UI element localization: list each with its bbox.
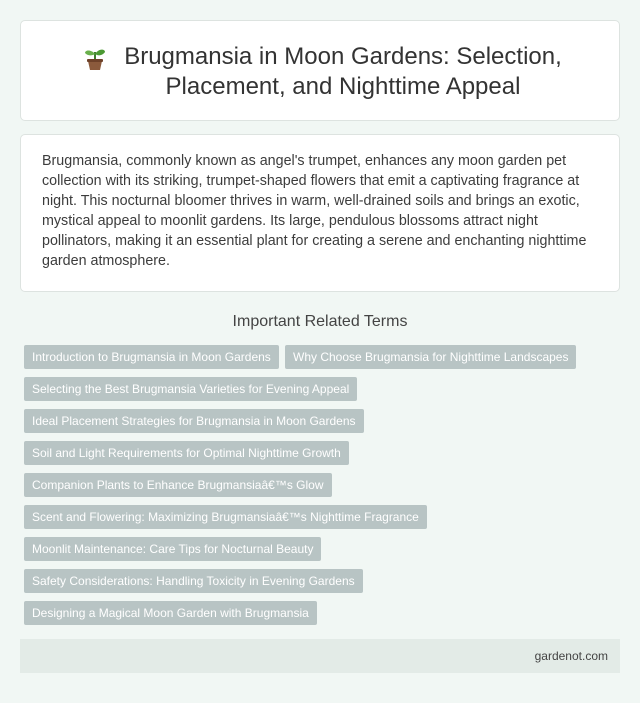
related-term-tag[interactable]: Designing a Magical Moon Garden with Brugmansia bbox=[24, 601, 317, 625]
page-title: Brugmansia in Moon Gardens: Selection, Placement, and Nighttime Appeal bbox=[124, 43, 562, 100]
footer-site-name[interactable]: gardenot.com bbox=[534, 649, 608, 663]
related-terms-heading: Important Related Terms bbox=[232, 313, 408, 330]
footer-bar bbox=[20, 639, 620, 673]
related-term-tag[interactable]: Moonlit Maintenance: Care Tips for Nocturnal Beauty bbox=[24, 537, 321, 561]
intro-paragraph: Brugmansia, commonly known as angel's trumpet, enhances any moon garden pet collection with its striking, trumpet-shaped flowers that emit a captivating fragrance at night. This nocturnal bloomer thrives in warm, well-drained soils and brings an exotic, mystical appeal to moonlit gardens. Its large, pendulous blossoms attract night pollinators, making it an essential plant for creating a serene and enchanting nighttime garden atmosphere. bbox=[42, 153, 587, 269]
related-term-tag[interactable]: Introduction to Brugmansia in Moon Gardens bbox=[24, 345, 279, 369]
related-term-tag[interactable]: Why Choose Brugmansia for Nighttime Landscapes bbox=[285, 345, 576, 369]
sprout-icon bbox=[82, 46, 108, 72]
related-term-tag[interactable]: Scent and Flowering: Maximizing Brugmansiaâ€™s Nighttime Fragrance bbox=[24, 505, 427, 529]
related-term-tag[interactable]: Safety Considerations: Handling Toxicity in Evening Gardens bbox=[24, 569, 363, 593]
related-term-tag[interactable]: Soil and Light Requirements for Optimal Nighttime Growth bbox=[24, 441, 349, 465]
related-term-tag[interactable]: Companion Plants to Enhance Brugmansiaâ€™s Glow bbox=[24, 473, 332, 497]
related-term-tag[interactable]: Selecting the Best Brugmansia Varieties for Evening Appeal bbox=[24, 377, 357, 401]
related-term-tag[interactable]: Ideal Placement Strategies for Brugmansia in Moon Gardens bbox=[24, 409, 364, 433]
